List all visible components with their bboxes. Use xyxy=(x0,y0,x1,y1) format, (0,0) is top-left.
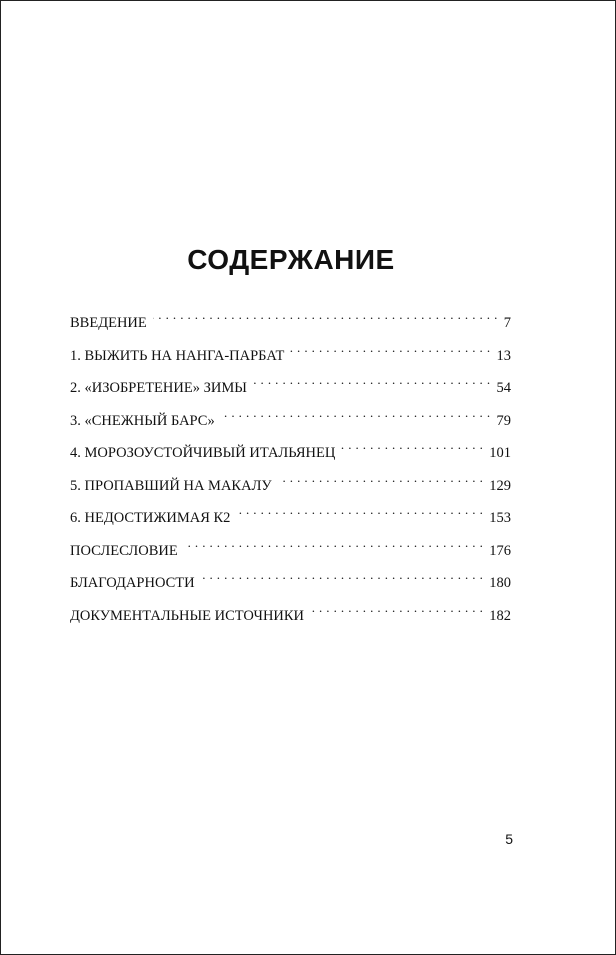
toc-entry-label: 6. НЕДОСТИЖИМАЯ К2 xyxy=(70,510,231,526)
toc-entry-page: 129 xyxy=(489,477,511,494)
toc-leader-dots xyxy=(310,596,483,620)
toc-entry-chapter-2[interactable] xyxy=(70,368,511,401)
toc-entry-page: 7 xyxy=(503,315,511,331)
toc-leader-dots xyxy=(221,401,491,425)
toc-leader-dots xyxy=(153,303,498,327)
toc-entry-chapter-6[interactable] xyxy=(70,498,511,531)
toc-entry-page: 180 xyxy=(489,575,511,591)
toc-entry-acknowledgements[interactable] xyxy=(70,563,511,596)
toc-entry-page: 182 xyxy=(489,607,511,624)
table-of-contents xyxy=(70,303,511,628)
toc-entry-label: 5. ПРОПАВШИЙ НА МАКАЛУ xyxy=(70,477,272,494)
toc-entry-page: 153 xyxy=(489,510,511,526)
toc-entry-label: 2. «ИЗОБРЕТЕНИЕ» ЗИМЫ xyxy=(70,380,247,396)
toc-entry-page: 176 xyxy=(489,542,511,559)
toc-leader-dots xyxy=(236,498,483,522)
toc-entry-label: 3. «СНЕЖНЫЙ БАРС» xyxy=(70,412,215,429)
toc-entry-sources[interactable] xyxy=(70,596,511,629)
toc-leader-dots xyxy=(341,433,483,457)
toc-entry-page: 101 xyxy=(489,445,511,461)
toc-entry-label: ДОКУМЕНТАЛЬНЫЕ ИСТОЧНИКИ xyxy=(70,607,305,624)
toc-entry-label: БЛАГОДАРНОСТИ xyxy=(70,575,195,591)
toc-entry-label: ПОСЛЕСЛОВИЕ xyxy=(70,542,178,559)
toc-entry-page: 79 xyxy=(496,412,511,429)
page-number: 5 xyxy=(505,831,513,847)
toc-leader-dots xyxy=(278,466,484,490)
toc-entry-chapter-1[interactable] xyxy=(70,336,511,369)
toc-entry-page: 54 xyxy=(496,380,511,396)
page-title: СОДЕРЖАНИЕ xyxy=(187,244,395,275)
toc-leader-dots xyxy=(184,531,484,555)
toc-entry-page: 13 xyxy=(496,347,511,364)
toc-entry-label: 1. ВЫЖИТЬ НА НАНГА-ПАРБАТ xyxy=(70,347,285,364)
toc-entry-label: ВВЕДЕНИЕ xyxy=(70,315,147,331)
toc-entry-afterword[interactable] xyxy=(70,531,511,564)
toc-entry-chapter-5[interactable] xyxy=(70,466,511,499)
toc-entry-chapter-3[interactable] xyxy=(70,401,511,434)
toc-leader-dots xyxy=(201,563,484,587)
toc-leader-dots xyxy=(290,336,490,360)
toc-entry-introduction[interactable] xyxy=(70,303,511,336)
toc-entry-chapter-4[interactable] xyxy=(70,433,511,466)
toc-leader-dots xyxy=(253,368,491,392)
toc-entry-label: 4. МОРОЗОУСТОЙЧИВЫЙ ИТАЛЬЯНЕЦ xyxy=(70,445,336,461)
